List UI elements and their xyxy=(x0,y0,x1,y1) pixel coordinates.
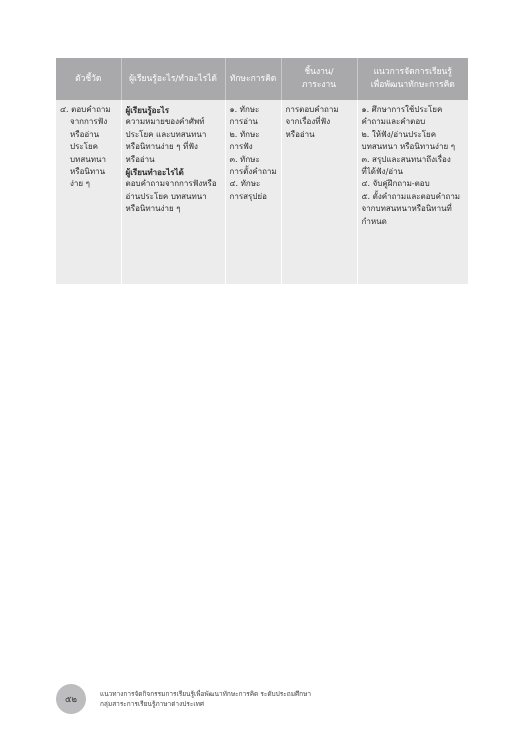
header-teaching-approach: แนวการจัดการเรียนรู้ เพื่อพัฒนาทักษะการคิด xyxy=(357,58,468,100)
learning-table-container xyxy=(56,58,468,284)
header-thinking-skills: ทักษะการคิด xyxy=(225,58,281,100)
cell-learning-outcome: ผู้เรียนรู้อะไร ความหมายของคำศัพท์ ประโยค และบทสนทนา หรือนิทานง่าย ๆ ที่ฟัง หรืออ่าน ผู้เรียนทำอะไรได้ ตอบคำถามจากการฟังหรือ อ่านประโยค บทสนทนา หรือนิทานง่าย ๆ xyxy=(121,100,225,284)
table-header-row xyxy=(56,58,468,100)
cell-work-task: การตอบคำถาม จากเรื่องที่ฟัง หรืออ่าน xyxy=(281,100,357,284)
footer-title: แนวทางการจัดกิจกรรมการเรียนรู้เพื่อพัฒนาทักษะการคิด ระดับประถมศึกษา xyxy=(100,690,311,698)
page-number-badge xyxy=(56,684,86,714)
cell-thinking-skills: ๑. ทักษะ การอ่าน ๒. ทักษะ การฟัง ๓. ทักษะ การตั้งคำถาม ๔. ทักษะ การสรุปย่อ xyxy=(225,100,281,284)
cell-indicator: ๔. ตอบคำถาม จากการฟัง หรืออ่าน ประโยค บทสนทนา หรือนิทาน ง่าย ๆ xyxy=(56,100,121,284)
header-work-task: ชิ้นงาน/ ภาระงาน xyxy=(281,58,357,100)
footer-caption xyxy=(100,689,311,709)
header-learning-outcome: ผู้เรียนรู้อะไร/ทำอะไรได้ xyxy=(121,58,225,100)
learning-table xyxy=(56,58,468,284)
cell-teaching-approach: ๑. ศึกษาการใช้ประโยค คำถามและคำตอบ ๒. ให้ฟัง/อ่านประโยค บทสนทนา หรือนิทานง่าย ๆ ๓. สรุปและสนทนาถึงเรื่อง ที่ได้ฟัง/อ่าน ๔. จับคู่ฝึกถาม-ตอบ ๕. ตั้งคำถามและตอบคำถาม จากบทสนทนาหรือนิทานที่ กำหนด xyxy=(357,100,468,284)
header-indicator: ตัวชี้วัด xyxy=(56,58,121,100)
footer-subtitle: กลุ่มสาระการเรียนรู้ภาษาต่างประเทศ xyxy=(100,700,204,708)
table-row xyxy=(56,100,468,284)
page-number: ๕๒ xyxy=(64,695,78,705)
